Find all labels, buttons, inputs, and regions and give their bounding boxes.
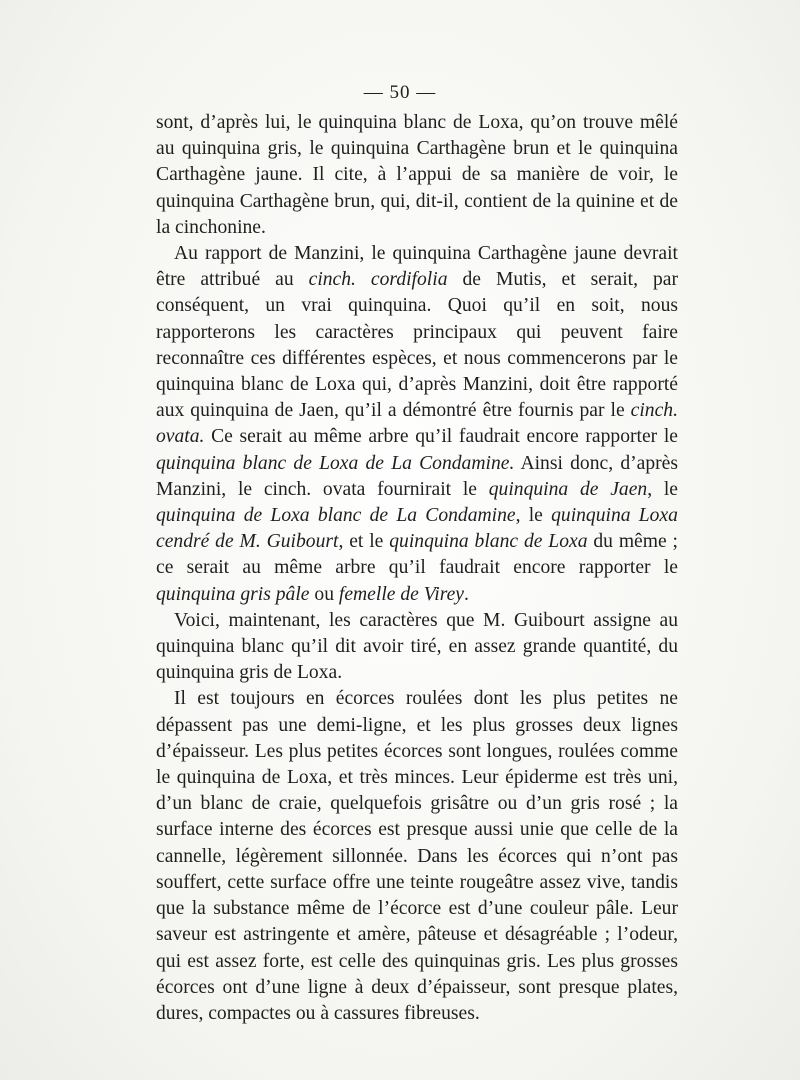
p2-italic-n: quinquina blanc de Loxa (389, 531, 588, 553)
p2-italic-h: quinquina de Jaen (488, 478, 648, 500)
p2-italic-l: quinquina Loxa cendré de M. Guibourt (156, 505, 678, 553)
p2-italic-d: cinch. ovata. (156, 400, 678, 448)
p2-text-e: Ce serait au même arbre qu’il faudrait encore rapporter le (204, 426, 678, 448)
p2-italic-b: cinch. cordifolia (308, 269, 448, 291)
p2-italic-j: quinquina de Loxa blanc de La Condamine (156, 505, 516, 527)
paragraph-1: sont, d’après lui, le quinquina blanc de Loxa, qu’on trouve mêlé au quinquina gris, le quinquina Carthagène brun et le quinquina Carthagène jaune. Il cite, à l’appui de sa manière de voir, le quinquina Carthagène brun, qui, dit-il, contient de la quinine et de la cinchonine. (156, 112, 678, 238)
p2-text-i: , le (647, 478, 678, 500)
p2-text-s: . (464, 583, 469, 605)
p2-italic-p: quinquina gris pâle (156, 583, 310, 605)
page-number: — 50 — (363, 82, 437, 103)
p2-italic-f: quinquina blanc de Loxa de La Condamine. (156, 452, 515, 474)
paragraph-3: Voici, maintenant, les caractères que M. Guibourt assigne au quinquina blanc qu’il dit avoir tiré, en assez grande quantité, du quinquina gris de Loxa. (156, 609, 678, 684)
p2-text-g: Ainsi donc, d’après Manzini, le cinch. ovata fournirait le (156, 452, 678, 500)
paragraph-2 (156, 241, 678, 608)
paragraph-4: Il est toujours en écorces roulées dont les plus petites ne dépassent pas une demi-ligne, et les plus grosses deux lignes d’épaisseur. Les plus petites écorces sont longues, roulées comme le quinquina de Loxa, et très minces. Leur épiderme est très uni, d’un blanc de craie, quelquefois grisâtre ou d’un gris rosé ; la surface interne des écorces est presque aussi unie que celle de la cannelle, légèrement sillonnée. Dans les écorces qui n’ont pas souffert, cette surface offre une teinte rougeâtre assez vive, tandis que la substance même de l’écorce est d’une couleur pâle. Leur saveur est astringente et amère, pâteuse et désagréable ; l’odeur, qui est assez forte, est celle des quinquinas gris. Les plus grosses écorces ont d’une ligne à deux d’épaisseur, sont presque plates, dures, compactes ou à cassures fibreuses. (156, 688, 678, 1024)
body-text (156, 110, 678, 1027)
p2-text-q: ou (309, 583, 339, 605)
p2-text-a: Au rapport de Manzini, le quinquina Carthagène jaune devrait être attribué au (156, 243, 678, 291)
p2-text-m: , et le (338, 531, 390, 553)
p2-text-k: , le (515, 505, 552, 527)
p2-italic-r: femelle de Virey (338, 583, 465, 605)
p2-text-c: de Mutis, et serait, par conséquent, un vrai quinquina. Quoi qu’il en soit, nous rapporterons les caractères principaux qui peuvent faire reconnaître ces différentes espèces, et nous commencerons par le quinquina blanc de Loxa qui, d’après Manzini, doit être rapporté aux quinquina de Jaen, qu’il a démontré être fournis par le (156, 269, 678, 422)
p2-text-o: du même ; ce serait au même arbre qu’il faudrait encore rapporter le (156, 531, 678, 579)
